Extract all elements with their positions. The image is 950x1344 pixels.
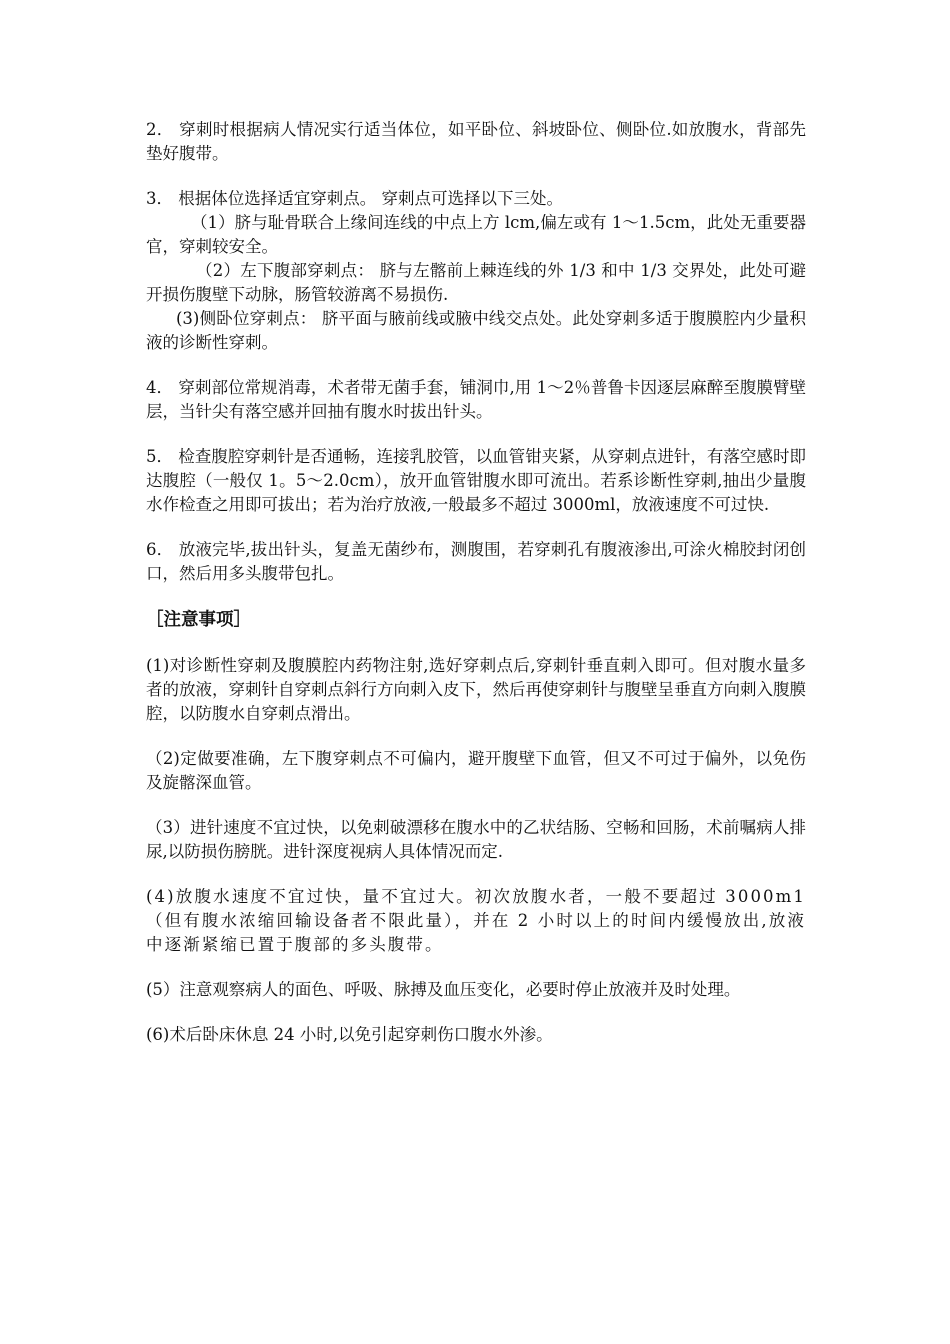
step-3-paragraph: 3． 根据体位选择适宜穿刺点。 穿刺点可选择以下三处。 xyxy=(146,189,563,208)
step-6-paragraph: 6． 放液完毕,拔出针头，复盖无菌纱布，测腹围，若穿刺孔有腹液渗出,可涂火棉胶封闭创口，然后用多头腹带包扎。 xyxy=(146,540,806,583)
note-3-paragraph: （3）进针速度不宜过快，以免刺破漂移在腹水中的乙状结肠、空畅和回肠，术前嘱病人排尿,以防损伤膀胱。进针深度视病人具体情况而定. xyxy=(146,818,806,861)
step-4-paragraph: 4． 穿刺部位常规消毒，术者带无菌手套，铺洞巾,用 1～2％普鲁卡因逐层麻醉至腹膜臂壁层，当针尖有落空感并回抽有腹水时拔出针头。 xyxy=(146,378,806,421)
note-2-paragraph: （2)定做要准确，左下腹穿刺点不可偏内，避开腹壁下血管，但又不可过于偏外，以免伤及旋髂深血管。 xyxy=(146,749,806,792)
note-4-paragraph: (4)放腹水速度不宜过快，量不宜过大。初次放腹水者，一般不要超过 3000m1（但有腹水浓缩回输设备者不限此量），并在 2 小时以上的时间内缓慢放出,放液中逐渐紧缩已置于腹部的多头腹带。 xyxy=(146,887,806,954)
step-2-paragraph: 2． 穿刺时根据病人情况实行适当体位，如平卧位、斜坡卧位、侧卧位.如放腹水，背部先垫好腹带。 xyxy=(146,120,806,163)
note-5-paragraph: (5）注意观察病人的面色、呼吸、脉搏及血压变化，必要时停止放液并及时处理。 xyxy=(146,980,741,999)
puncture-point-3: (3)侧卧位穿刺点： 脐平面与腋前线或腋中线交点处。此处穿刺多适于腹膜腔内少量积液的诊断性穿刺。 xyxy=(146,309,806,352)
note-6-paragraph: (6)术后卧床休息 24 小时,以免引起穿刺伤口腹水外渗。 xyxy=(146,1025,553,1044)
note-1-paragraph: (1)对诊断性穿刺及腹膜腔内药物注射,选好穿刺点后,穿刺针垂直刺入即可。但对腹水量多者的放液，穿刺针自穿刺点斜行方向刺入皮下，然后再使穿刺针与腹壁呈垂直方向刺入腹膜腔，以防腹水自穿刺点滑出。 xyxy=(146,656,806,723)
document-page xyxy=(146,118,806,1047)
section-heading-precautions: ［注意事项］ xyxy=(146,610,251,630)
puncture-point-2: （2）左下腹部穿刺点： 脐与左髂前上棘连线的外 1/3 和中 1/3 交界处，此处可避开损伤腹壁下动脉，肠管较游离不易损伤. xyxy=(146,261,806,304)
puncture-point-1: （1）脐与耻骨联合上缘间连线的中点上方 lcm,偏左或有 1～1.5cm，此处无重要器官，穿刺较安全。 xyxy=(146,213,806,256)
step-5-paragraph: 5． 检查腹腔穿刺针是否通畅，连接乳胶管，以血管钳夹紧，从穿刺点进针，有落空感时即达腹腔（一般仅 1。5～2.0cm），放开血管钳腹水即可流出。若系诊断性穿刺,抽出少量腹水作检查之用即可拔出；若为治疗放液,一般最多不超过 3000ml，放液速度不可过快. xyxy=(146,447,806,514)
